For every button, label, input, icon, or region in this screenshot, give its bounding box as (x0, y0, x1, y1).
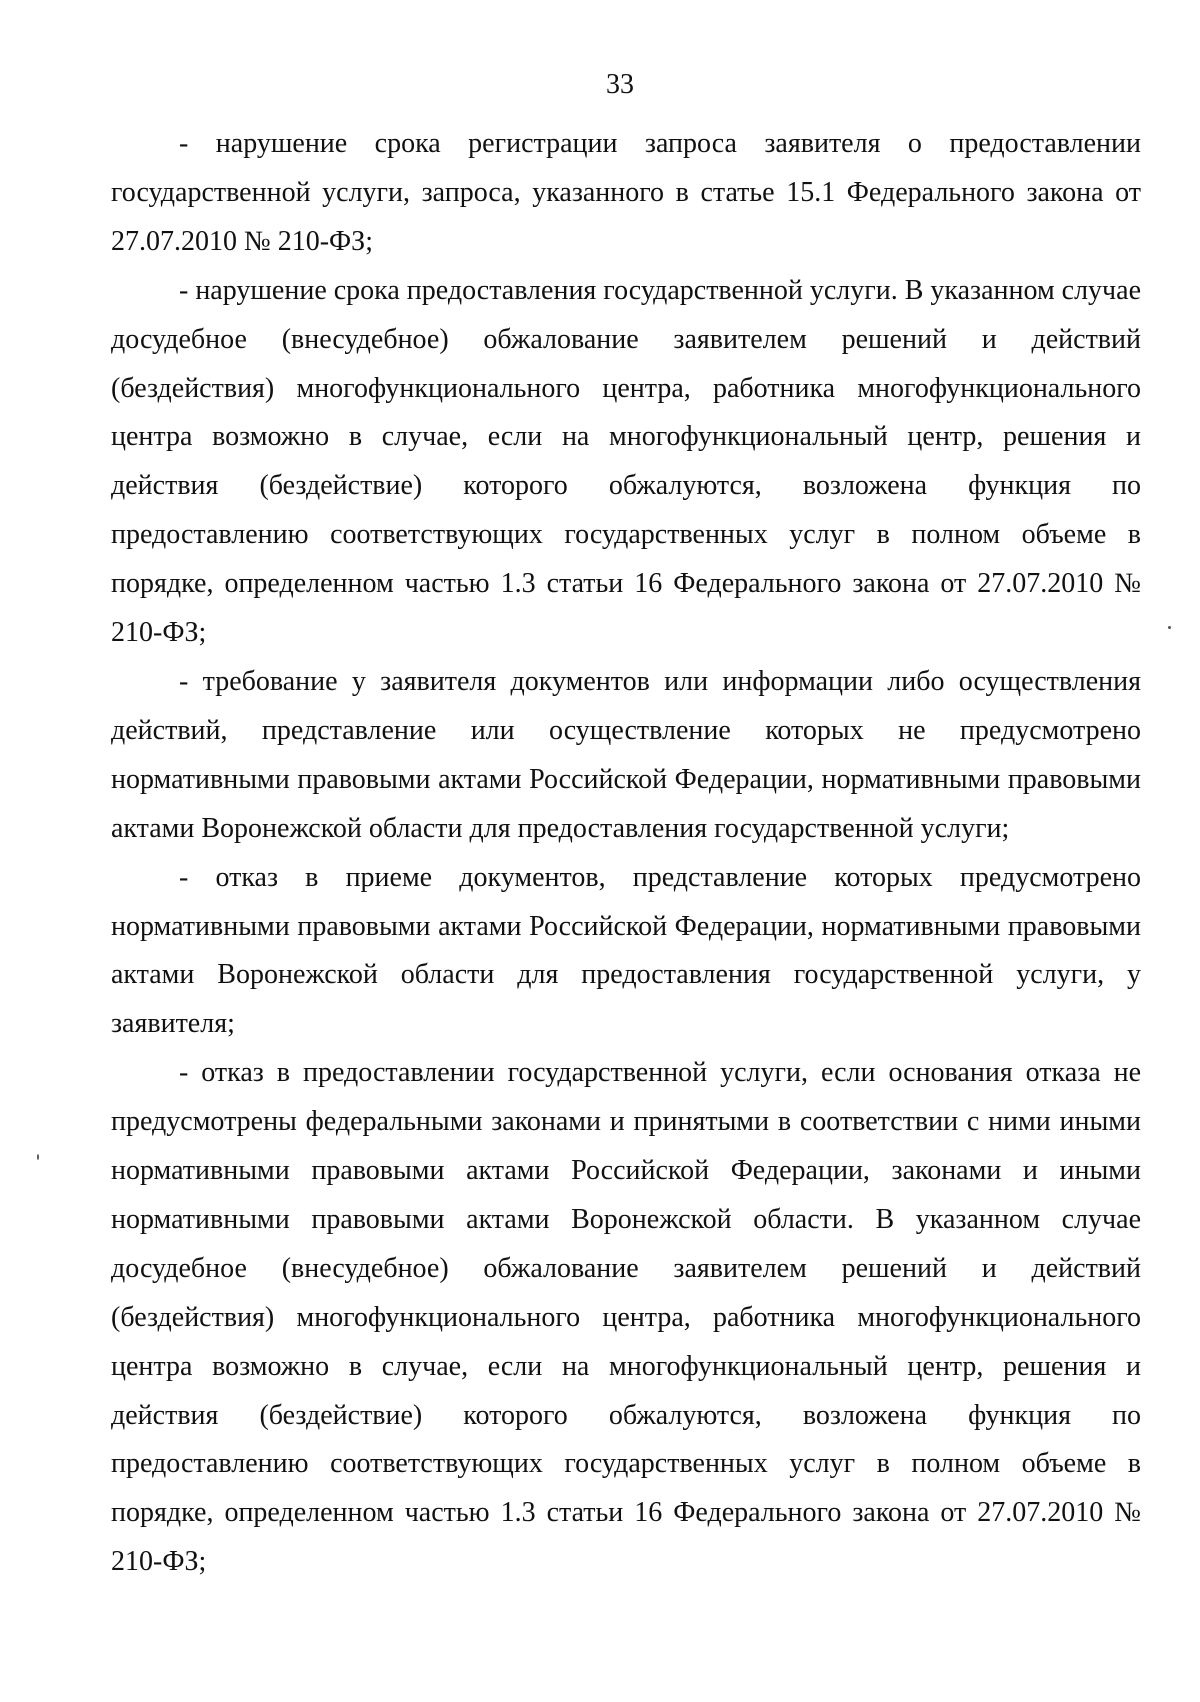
paragraph-document-refusal: - отказ в приеме документов, представление которых предусмотрено нормативными правовыми актами Российской Федерации, нормативными правовыми актами Воронежской области для предоставления государственной услуги, у заявителя; (111, 861, 1141, 1040)
paragraph-service-deadline: - нарушение срока предоставления государственной услуги. В указанном случае досудебное (внесудебное) обжалование заявителем решений и действий (бездействия) многофункционального центра, работника многофункционального центра возможно в случае, если на многофункциональный центр, решения и действия (бездействие) которого обжалуются, возложена функция по предоставлению соответствующих государственных услуг в полном объеме в порядке, определенном частью 1.3 статьи 16 Федерального закона от 27.07.2010 № 210-ФЗ; (111, 274, 1141, 649)
paragraph-document-requirement: - требование у заявителя документов или информации либо осуществления действий, представление или осуществление которых не предусмотрено нормативными правовыми актами Российской Федерации, нормативными правовыми актами Воронежской области для предоставления государственной услуги; (111, 665, 1141, 844)
paragraph-service-refusal: - отказ в предоставлении государственной услуги, если основания отказа не предусмотрены федеральными законами и принятыми в соответствии с ними иными нормативными правовыми актами Российской Федерации, законами и иными нормативными правовыми актами Воронежской области. В указанном случае досудебное (внесудебное) обжалование заявителем решений и действий (бездействия) многофункционального центра, работника многофункционального центра возможно в случае, если на многофункциональный центр, решения и действия (бездействие) которого обжалуются, возложена функция по предоставлению соответствующих государственных услуг в полном объеме в порядке, определенном частью 1.3 статьи 16 Федерального закона от 27.07.2010 № 210-ФЗ; (111, 1057, 1141, 1578)
scan-speck (1168, 626, 1171, 629)
scan-speck (37, 1154, 39, 1160)
page-number: 33 (606, 69, 634, 100)
document-body (111, 120, 1141, 1587)
paragraph-registration-deadline: - нарушение срока регистрации запроса заявителя о предоставлении государственной услуги, запроса, указанного в статье 15.1 Федерального закона от 27.07.2010 № 210-ФЗ; (111, 128, 1141, 257)
